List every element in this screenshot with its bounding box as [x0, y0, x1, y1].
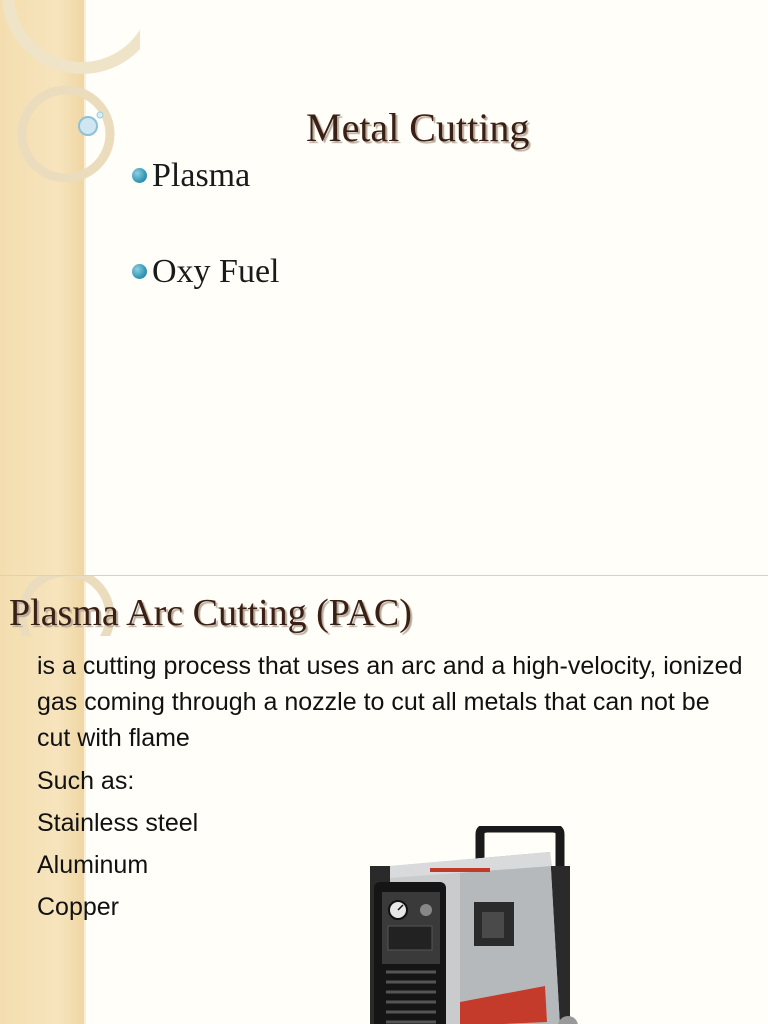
bullet-dot-icon	[132, 264, 147, 279]
bullet-list	[132, 155, 280, 347]
examples-list	[37, 760, 198, 928]
list-item: Stainless steel	[37, 809, 199, 837]
list-item	[132, 155, 280, 251]
list-item: Such as:	[37, 767, 135, 795]
list-item: Copper	[37, 893, 119, 921]
bullet-label: Plasma	[152, 157, 251, 194]
plasma-cutter-machine-image	[360, 826, 590, 1024]
bullet-dot-icon	[132, 168, 147, 183]
list-item: Aluminum	[37, 851, 149, 879]
bullet-label: Oxy Fuel	[152, 253, 280, 290]
page-title: Metal Cutting	[306, 105, 530, 150]
section-title: Plasma Arc Cutting (PAC)	[9, 592, 412, 634]
decorative-circles	[0, 0, 140, 200]
list-item	[132, 251, 280, 347]
slide-plasma-arc-cutting	[0, 576, 768, 1024]
description-text: is a cutting process that uses an arc and a high-velocity, ionized gas coming through a nozzle to cut all metals that can not be cut with flame	[37, 652, 743, 752]
